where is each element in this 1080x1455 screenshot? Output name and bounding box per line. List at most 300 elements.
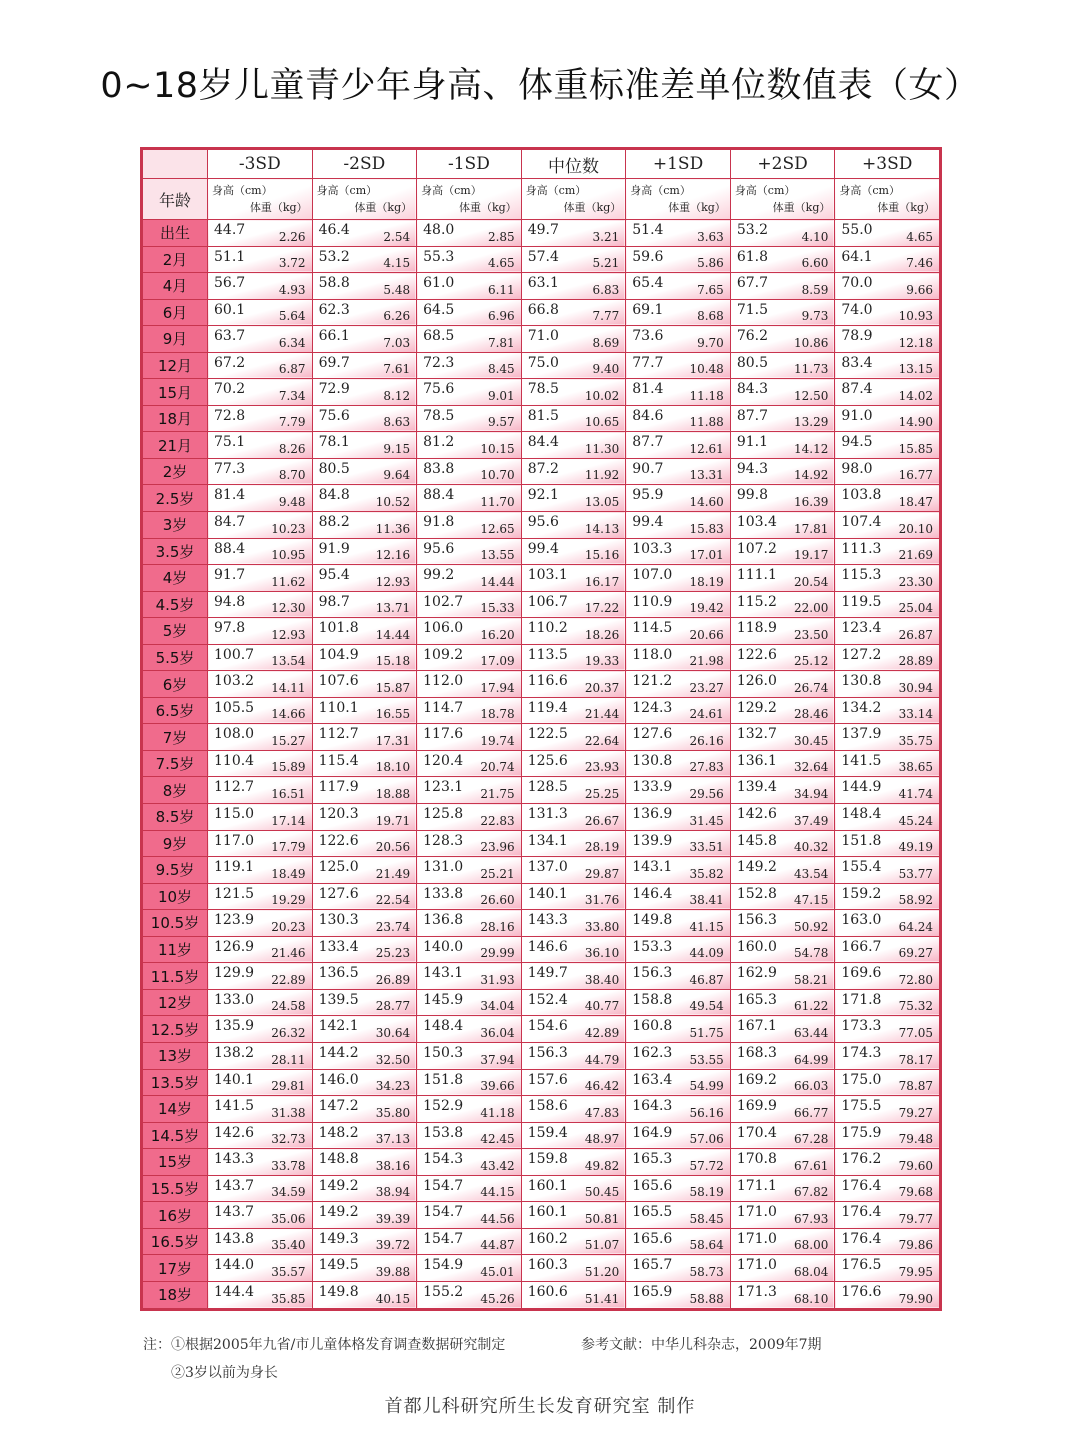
value-cell xyxy=(417,512,522,539)
value-cell xyxy=(208,246,313,273)
height-value: 106.7 xyxy=(527,593,568,610)
value-cell xyxy=(835,273,940,300)
height-value: 169.6 xyxy=(841,965,882,982)
height-value: 155.2 xyxy=(423,1283,464,1300)
height-value: 149.8 xyxy=(318,1283,359,1300)
age-cell: 16岁 xyxy=(143,1202,208,1229)
height-value: 103.8 xyxy=(841,487,882,504)
weight-value: 15.85 xyxy=(898,441,933,456)
value-cell xyxy=(626,989,731,1016)
height-value: 149.3 xyxy=(318,1230,359,1247)
age-cell: 11岁 xyxy=(143,936,208,963)
value-cell xyxy=(730,405,835,432)
value-cell xyxy=(417,1122,522,1149)
weight-value: 61.22 xyxy=(794,999,829,1014)
unit-header xyxy=(312,179,417,220)
value-cell xyxy=(417,1042,522,1069)
value-cell xyxy=(521,1175,626,1202)
height-value: 53.2 xyxy=(736,222,768,238)
height-value: 94.3 xyxy=(736,460,768,477)
page-title: 0~18岁儿童青少年身高、体重标准差单位数值表（女） xyxy=(100,66,980,106)
weight-value: 14.66 xyxy=(271,707,306,722)
age-cell: 12岁 xyxy=(143,989,208,1016)
weight-unit-label: 体重（kg） xyxy=(668,201,726,214)
table-row xyxy=(143,883,940,910)
weight-value: 9.48 xyxy=(278,495,306,510)
height-value: 78.5 xyxy=(527,381,559,398)
table-row xyxy=(143,936,940,963)
height-unit-label: 身高（cm） xyxy=(630,184,691,197)
weight-value: 49.19 xyxy=(898,840,933,855)
value-cell xyxy=(626,565,731,592)
height-value: 127.6 xyxy=(632,726,673,743)
weight-value: 58.64 xyxy=(689,1238,724,1253)
value-cell xyxy=(312,1042,417,1069)
weight-value: 2.85 xyxy=(487,229,515,244)
height-value: 131.3 xyxy=(527,806,568,823)
value-cell xyxy=(208,1228,313,1255)
height-value: 77.7 xyxy=(632,354,664,371)
age-cell: 3岁 xyxy=(143,512,208,539)
weight-value: 20.54 xyxy=(794,574,829,589)
height-value: 91.7 xyxy=(214,567,246,584)
height-value: 176.5 xyxy=(841,1257,882,1274)
unit-header xyxy=(835,179,940,220)
height-value: 107.2 xyxy=(736,540,777,557)
height-value: 61.8 xyxy=(736,248,768,265)
value-cell xyxy=(521,220,626,247)
height-value: 125.6 xyxy=(527,752,568,769)
height-value: 136.5 xyxy=(318,965,359,982)
age-cell: 8岁 xyxy=(143,777,208,804)
age-cell: 7岁 xyxy=(143,724,208,751)
height-value: 148.4 xyxy=(423,1018,464,1035)
weight-value: 18.10 xyxy=(375,760,411,775)
value-cell xyxy=(417,1281,522,1308)
value-cell xyxy=(730,326,835,353)
height-value: 46.4 xyxy=(318,222,350,238)
height-value: 103.3 xyxy=(632,540,673,557)
weight-value: 35.80 xyxy=(375,1105,411,1120)
weight-value: 24.61 xyxy=(689,707,724,722)
weight-value: 44.15 xyxy=(480,1185,515,1200)
value-cell xyxy=(626,458,731,485)
value-cell xyxy=(312,936,417,963)
table-row xyxy=(143,1149,940,1176)
weight-value: 17.14 xyxy=(271,813,306,828)
weight-value: 26.32 xyxy=(271,1025,306,1040)
height-value: 152.8 xyxy=(736,885,777,902)
value-cell xyxy=(208,1149,313,1176)
age-cell: 出生 xyxy=(143,220,208,247)
height-value: 102.7 xyxy=(423,593,464,610)
value-cell xyxy=(312,246,417,273)
value-cell xyxy=(626,1069,731,1096)
height-value: 88.2 xyxy=(318,514,350,531)
value-cell xyxy=(312,1202,417,1229)
value-cell xyxy=(626,1202,731,1229)
height-value: 149.8 xyxy=(632,912,673,929)
weight-value: 20.10 xyxy=(898,521,933,536)
value-cell xyxy=(626,220,731,247)
weight-value: 45.24 xyxy=(898,813,933,828)
weight-value: 10.02 xyxy=(584,388,620,403)
value-cell xyxy=(626,299,731,326)
value-cell xyxy=(312,432,417,459)
value-cell xyxy=(730,273,835,300)
height-value: 95.6 xyxy=(527,514,559,531)
height-value: 78.1 xyxy=(318,434,350,451)
table-row xyxy=(143,1175,940,1202)
weight-value: 29.87 xyxy=(584,866,620,881)
weight-value: 39.39 xyxy=(375,1211,411,1226)
weight-value: 25.04 xyxy=(898,601,933,616)
weight-value: 8.70 xyxy=(278,468,306,483)
value-cell xyxy=(312,512,417,539)
weight-value: 6.11 xyxy=(487,282,515,297)
weight-value: 79.90 xyxy=(898,1292,933,1306)
height-value: 129.2 xyxy=(736,699,777,716)
height-value: 87.4 xyxy=(841,381,873,398)
value-cell xyxy=(626,1228,731,1255)
weight-value: 25.21 xyxy=(480,866,515,881)
height-value: 129.9 xyxy=(214,965,255,982)
value-cell xyxy=(835,963,940,990)
weight-value: 11.36 xyxy=(375,521,411,536)
value-cell xyxy=(521,1149,626,1176)
weight-value: 6.87 xyxy=(278,362,306,377)
value-cell xyxy=(312,1255,417,1282)
weight-value: 58.88 xyxy=(689,1292,724,1306)
value-cell xyxy=(312,644,417,671)
height-value: 141.5 xyxy=(214,1098,255,1115)
weight-value: 21.49 xyxy=(375,866,411,881)
weight-value: 53.77 xyxy=(898,866,933,881)
value-cell xyxy=(730,724,835,751)
weight-value: 4.65 xyxy=(487,256,515,271)
height-value: 112.7 xyxy=(318,726,359,743)
value-cell xyxy=(521,352,626,379)
weight-value: 23.27 xyxy=(689,680,724,695)
age-header: 年龄 xyxy=(143,179,208,220)
weight-value: 46.87 xyxy=(689,972,724,987)
weight-value: 16.20 xyxy=(480,627,515,642)
value-cell xyxy=(312,1281,417,1308)
age-cell: 3.5岁 xyxy=(143,538,208,565)
weight-value: 47.83 xyxy=(584,1105,620,1120)
value-cell xyxy=(521,830,626,857)
value-cell xyxy=(521,326,626,353)
height-value: 175.0 xyxy=(841,1071,882,1088)
table-row xyxy=(143,1016,940,1043)
height-value: 112.7 xyxy=(214,779,255,796)
height-value: 71.0 xyxy=(527,328,559,345)
weight-value: 10.70 xyxy=(480,468,515,483)
weight-value: 35.06 xyxy=(271,1211,306,1226)
weight-value: 9.01 xyxy=(487,388,515,403)
age-cell: 14.5岁 xyxy=(143,1122,208,1149)
height-value: 72.8 xyxy=(214,407,246,424)
height-value: 175.5 xyxy=(841,1098,882,1115)
value-cell xyxy=(835,1175,940,1202)
height-value: 115.4 xyxy=(318,752,359,769)
height-value: 154.3 xyxy=(423,1151,464,1168)
age-cell: 18岁 xyxy=(143,1281,208,1308)
weight-value: 13.05 xyxy=(584,495,620,510)
weight-value: 17.01 xyxy=(689,548,724,563)
value-cell xyxy=(835,1149,940,1176)
height-value: 171.1 xyxy=(736,1177,777,1194)
height-value: 168.3 xyxy=(736,1044,777,1061)
height-value: 174.3 xyxy=(841,1044,882,1061)
credit-line: 首都儿科研究所生长发育研究室 制作 xyxy=(384,1396,696,1417)
height-value: 160.8 xyxy=(632,1018,673,1035)
weight-value: 17.31 xyxy=(375,733,411,748)
value-cell xyxy=(626,963,731,990)
weight-value: 10.93 xyxy=(898,309,933,324)
weight-value: 10.15 xyxy=(480,441,515,456)
weight-value: 14.90 xyxy=(898,415,933,430)
weight-value: 19.74 xyxy=(480,733,515,748)
weight-value: 32.73 xyxy=(271,1132,306,1147)
value-cell xyxy=(312,352,417,379)
height-value: 148.2 xyxy=(318,1124,359,1141)
weight-value: 79.60 xyxy=(898,1158,933,1173)
height-value: 111.3 xyxy=(841,540,882,557)
height-value: 142.6 xyxy=(736,806,777,823)
height-value: 162.9 xyxy=(736,965,777,982)
height-value: 62.3 xyxy=(318,301,350,318)
weight-value: 19.33 xyxy=(584,654,620,669)
height-value: 88.4 xyxy=(423,487,455,504)
value-cell xyxy=(730,1042,835,1069)
height-value: 94.8 xyxy=(214,593,246,610)
value-cell xyxy=(521,857,626,884)
height-value: 71.5 xyxy=(736,301,768,318)
weight-value: 79.77 xyxy=(898,1211,933,1226)
height-value: 83.4 xyxy=(841,354,873,371)
height-value: 109.2 xyxy=(423,646,464,663)
weight-value: 67.93 xyxy=(794,1211,829,1226)
height-value: 136.1 xyxy=(736,752,777,769)
value-cell xyxy=(208,458,313,485)
weight-value: 24.58 xyxy=(271,999,306,1014)
weight-value: 17.22 xyxy=(584,601,620,616)
height-value: 63.7 xyxy=(214,328,246,345)
weight-value: 78.87 xyxy=(898,1079,933,1094)
weight-value: 8.12 xyxy=(383,388,411,403)
value-cell xyxy=(208,326,313,353)
height-value: 131.0 xyxy=(423,859,464,876)
weight-value: 50.45 xyxy=(584,1185,620,1200)
table-row xyxy=(143,671,940,698)
value-cell xyxy=(730,1096,835,1123)
weight-value: 68.04 xyxy=(794,1264,829,1279)
weight-value: 34.94 xyxy=(794,787,829,802)
value-cell xyxy=(835,326,940,353)
height-value: 81.4 xyxy=(632,381,664,398)
weight-value: 66.03 xyxy=(794,1079,829,1094)
value-cell xyxy=(626,326,731,353)
reference: 参考文献：中华儿科杂志，2009年7期 xyxy=(581,1337,822,1353)
weight-value: 44.56 xyxy=(480,1211,515,1226)
value-cell xyxy=(730,220,835,247)
value-cell xyxy=(835,1069,940,1096)
height-value: 128.5 xyxy=(527,779,568,796)
value-cell xyxy=(626,1042,731,1069)
age-cell: 9.5岁 xyxy=(143,857,208,884)
value-cell xyxy=(208,1281,313,1308)
weight-value: 43.54 xyxy=(794,866,829,881)
value-cell xyxy=(730,883,835,910)
value-cell xyxy=(208,857,313,884)
weight-unit-label: 体重（kg） xyxy=(772,201,831,214)
value-cell xyxy=(312,591,417,618)
value-cell xyxy=(835,1016,940,1043)
value-cell xyxy=(730,804,835,831)
weight-value: 12.93 xyxy=(375,574,411,589)
weight-value: 15.87 xyxy=(375,680,411,695)
height-value: 160.0 xyxy=(736,938,777,955)
height-value: 120.3 xyxy=(318,806,359,823)
height-value: 160.1 xyxy=(527,1204,568,1221)
weight-value: 34.04 xyxy=(480,999,515,1014)
height-value: 165.5 xyxy=(632,1204,673,1221)
height-value: 103.4 xyxy=(736,514,777,531)
value-cell xyxy=(835,538,940,565)
table-row xyxy=(143,538,940,565)
weight-value: 11.92 xyxy=(584,468,620,483)
value-cell xyxy=(626,644,731,671)
height-value: 133.9 xyxy=(632,779,673,796)
height-value: 146.4 xyxy=(632,885,673,902)
weight-value: 66.77 xyxy=(794,1105,829,1120)
height-value: 73.6 xyxy=(632,328,664,345)
value-cell xyxy=(208,512,313,539)
age-cell: 5岁 xyxy=(143,618,208,645)
height-value: 144.9 xyxy=(841,779,882,796)
height-value: 70.0 xyxy=(841,275,873,292)
height-value: 72.9 xyxy=(318,381,350,398)
age-cell: 17岁 xyxy=(143,1255,208,1282)
height-value: 167.1 xyxy=(736,1018,777,1035)
value-cell xyxy=(730,485,835,512)
weight-value: 12.65 xyxy=(480,521,515,536)
weight-value: 31.45 xyxy=(689,813,724,828)
height-value: 149.2 xyxy=(736,859,777,876)
age-cell: 2.5岁 xyxy=(143,485,208,512)
weight-value: 7.46 xyxy=(906,256,933,271)
weight-value: 19.71 xyxy=(375,813,411,828)
table-row xyxy=(143,777,940,804)
weight-value: 20.37 xyxy=(584,680,620,695)
table-row xyxy=(143,697,940,724)
weight-value: 9.73 xyxy=(801,309,829,324)
age-cell: 2岁 xyxy=(143,458,208,485)
height-value: 171.0 xyxy=(736,1230,777,1247)
value-cell xyxy=(417,458,522,485)
sd-header: +1SD xyxy=(626,150,731,179)
height-value: 51.4 xyxy=(632,222,664,238)
value-cell xyxy=(521,750,626,777)
value-cell xyxy=(835,485,940,512)
weight-unit-label: 体重（kg） xyxy=(249,201,308,214)
height-value: 76.2 xyxy=(736,328,768,345)
value-cell xyxy=(626,538,731,565)
weight-value: 47.15 xyxy=(794,893,829,908)
weight-value: 26.16 xyxy=(689,733,724,748)
height-value: 170.4 xyxy=(736,1124,777,1141)
weight-value: 58.19 xyxy=(689,1185,724,1200)
value-cell xyxy=(835,644,940,671)
weight-value: 20.23 xyxy=(271,919,306,934)
weight-value: 13.71 xyxy=(375,601,411,616)
value-cell xyxy=(312,379,417,406)
value-cell xyxy=(626,777,731,804)
unit-header-row xyxy=(143,179,940,220)
weight-value: 33.14 xyxy=(898,707,933,722)
value-cell xyxy=(208,1255,313,1282)
table-row xyxy=(143,750,940,777)
value-cell xyxy=(626,830,731,857)
height-value: 53.2 xyxy=(318,248,350,265)
weight-value: 3.72 xyxy=(278,256,306,271)
value-cell xyxy=(208,432,313,459)
weight-value: 67.61 xyxy=(794,1158,829,1173)
value-cell xyxy=(521,1122,626,1149)
value-cell xyxy=(521,671,626,698)
table-row xyxy=(143,618,940,645)
value-cell xyxy=(521,512,626,539)
value-cell xyxy=(730,671,835,698)
height-value: 140.0 xyxy=(423,938,464,955)
height-value: 148.4 xyxy=(841,806,882,823)
weight-value: 31.38 xyxy=(271,1105,306,1120)
weight-value: 7.79 xyxy=(278,415,306,430)
value-cell xyxy=(312,697,417,724)
table-row xyxy=(143,724,940,751)
value-cell xyxy=(730,989,835,1016)
height-value: 121.2 xyxy=(632,673,673,690)
weight-value: 68.00 xyxy=(794,1238,829,1253)
weight-value: 14.11 xyxy=(271,680,306,695)
weight-value: 44.79 xyxy=(584,1052,620,1067)
value-cell xyxy=(626,485,731,512)
weight-value: 40.15 xyxy=(375,1292,411,1306)
height-value: 83.8 xyxy=(423,460,455,477)
weight-value: 13.29 xyxy=(794,415,829,430)
value-cell xyxy=(521,989,626,1016)
table-row xyxy=(143,1255,940,1282)
height-value: 133.4 xyxy=(318,938,359,955)
height-value: 56.7 xyxy=(214,275,246,292)
value-cell xyxy=(312,830,417,857)
height-value: 121.5 xyxy=(214,885,255,902)
weight-value: 10.95 xyxy=(271,548,306,563)
height-value: 149.2 xyxy=(318,1177,359,1194)
weight-value: 31.93 xyxy=(480,972,515,987)
weight-value: 10.23 xyxy=(271,521,306,536)
weight-value: 40.32 xyxy=(794,840,829,855)
value-cell xyxy=(417,273,522,300)
weight-value: 40.77 xyxy=(584,999,620,1014)
value-cell xyxy=(208,804,313,831)
height-value: 44.7 xyxy=(214,222,246,238)
table-row xyxy=(143,458,940,485)
weight-value: 18.78 xyxy=(480,707,515,722)
weight-value: 26.89 xyxy=(375,972,411,987)
weight-value: 8.59 xyxy=(801,282,829,297)
